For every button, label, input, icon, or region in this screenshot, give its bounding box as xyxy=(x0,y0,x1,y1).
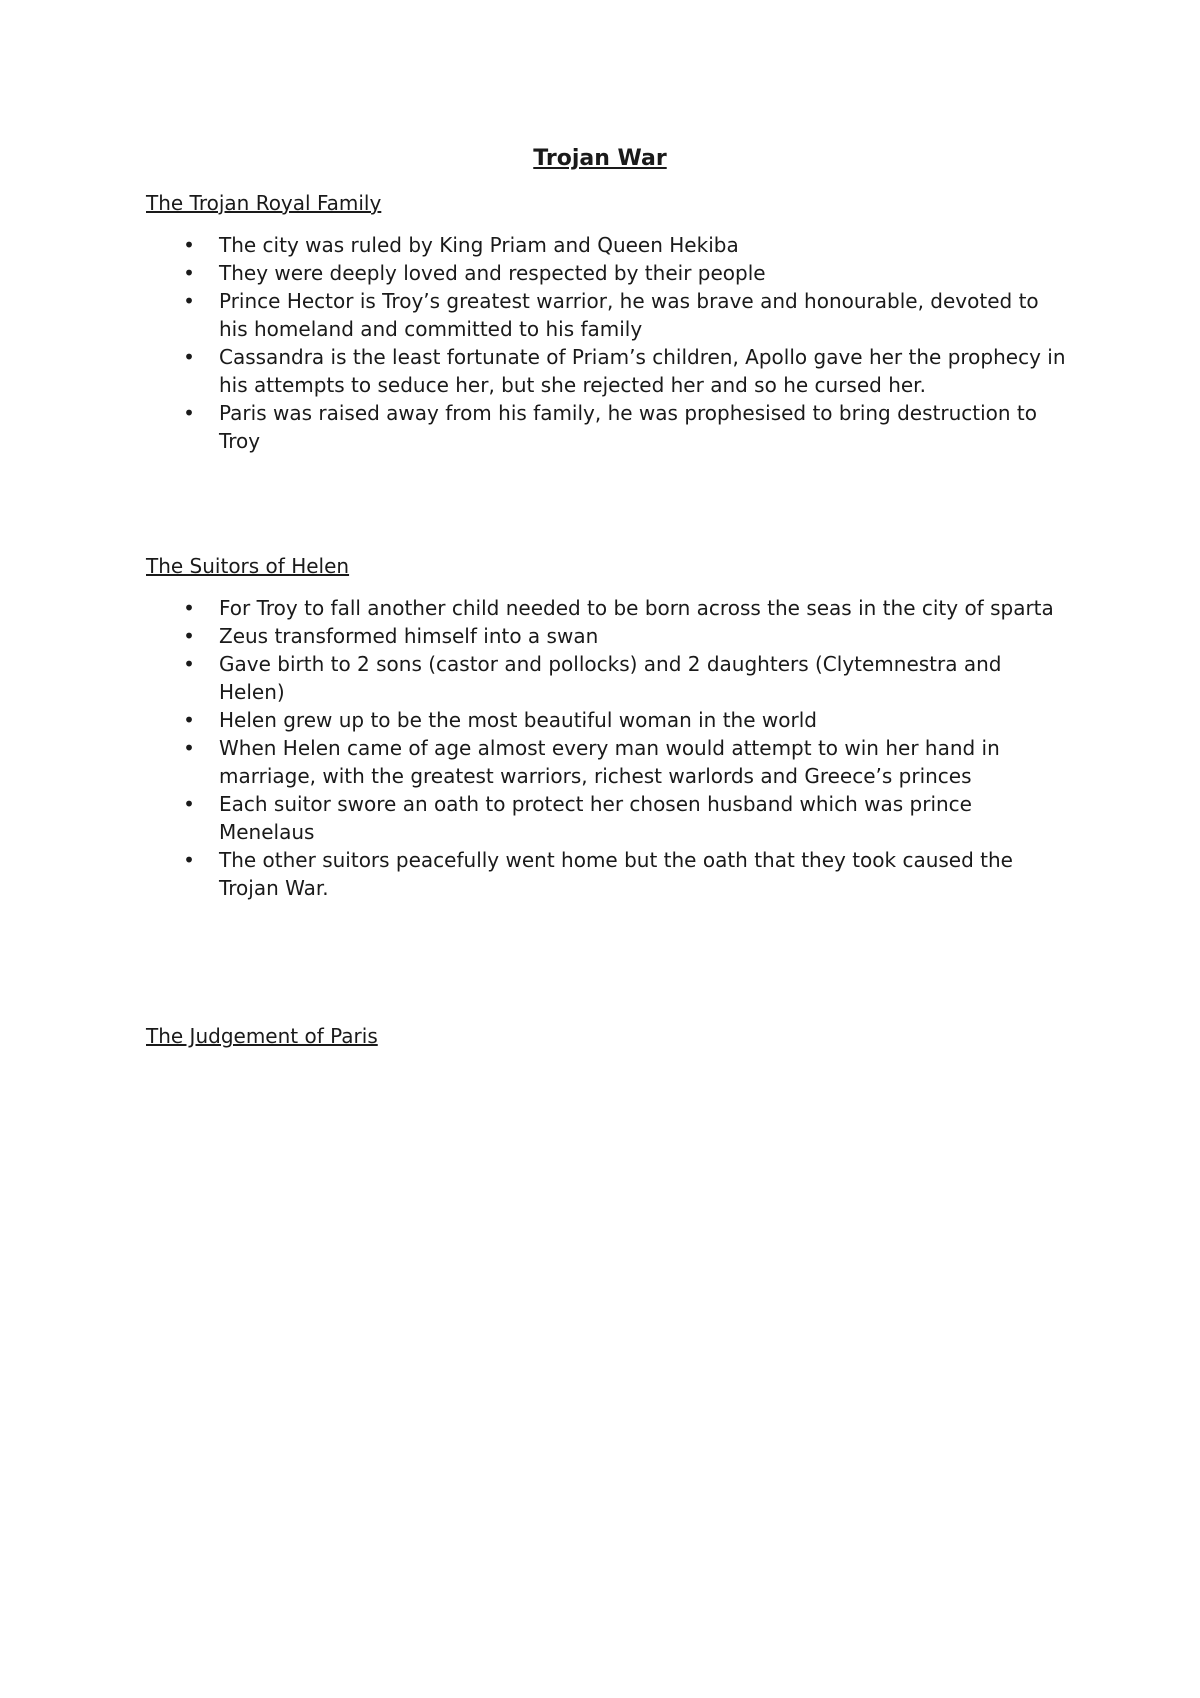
section-heading: The Judgement of Paris xyxy=(146,1024,378,1048)
list-item xyxy=(146,734,1066,790)
list-item-text: The other suitors peacefully went home but the oath that they took caused the Trojan War. xyxy=(219,848,1013,900)
list-item-text: Paris was raised away from his family, he was prophesised to bring destruction to Troy xyxy=(219,401,1038,453)
list-item-text: Zeus transformed himself into a swan xyxy=(219,624,599,648)
bullet-icon: • xyxy=(183,708,195,732)
bullet-list xyxy=(146,594,1066,902)
bullet-icon: • xyxy=(183,624,195,648)
list-item xyxy=(146,343,1066,399)
section-heading: The Trojan Royal Family xyxy=(146,191,382,215)
list-item xyxy=(146,231,1066,259)
list-item-text: Cassandra is the least fortunate of Priam’s children, Apollo gave her the prophecy in his attempts to seduce her, but she rejected her and so he cursed her. xyxy=(219,345,1066,397)
section-suitors-of-helen xyxy=(146,552,1066,902)
bullet-icon: • xyxy=(183,401,195,425)
list-item-text: For Troy to fall another child needed to be born across the seas in the city of sparta xyxy=(219,596,1054,620)
bullet-icon: • xyxy=(183,792,195,816)
section-heading: The Suitors of Helen xyxy=(146,554,350,578)
bullet-icon: • xyxy=(183,261,195,285)
list-item xyxy=(146,846,1066,902)
list-item xyxy=(146,650,1066,706)
bullet-list xyxy=(146,231,1066,455)
list-item xyxy=(146,790,1066,846)
list-item-text: Each suitor swore an oath to protect her chosen husband which was prince Menelaus xyxy=(219,792,972,844)
document-title: Trojan War xyxy=(533,146,667,171)
list-item-text: The city was ruled by King Priam and Queen Hekiba xyxy=(219,233,739,257)
bullet-icon: • xyxy=(183,736,195,760)
list-item-text: When Helen came of age almost every man would attempt to win her hand in marriage, with the greatest warriors, richest warlords and Greece’s princes xyxy=(219,736,1000,788)
bullet-icon: • xyxy=(183,596,195,620)
list-item xyxy=(146,706,1066,734)
bullet-icon: • xyxy=(183,345,195,369)
list-item xyxy=(146,594,1066,622)
section-judgement-of-paris xyxy=(146,1022,1066,1050)
list-item xyxy=(146,287,1066,343)
list-item-text: Gave birth to 2 sons (castor and pollocks) and 2 daughters (Clytemnestra and Helen) xyxy=(219,652,1002,704)
bullet-icon: • xyxy=(183,233,195,257)
section-trojan-royal-family xyxy=(146,189,1066,455)
list-item-text: Helen grew up to be the most beautiful woman in the world xyxy=(219,708,817,732)
bullet-icon: • xyxy=(183,652,195,676)
bullet-icon: • xyxy=(183,848,195,872)
bullet-icon: • xyxy=(183,289,195,313)
list-item-text: Prince Hector is Troy’s greatest warrior, he was brave and honourable, devoted to his homeland and committed to his family xyxy=(219,289,1039,341)
list-item xyxy=(146,399,1066,455)
list-item-text: They were deeply loved and respected by their people xyxy=(219,261,766,285)
list-item xyxy=(146,622,1066,650)
list-item xyxy=(146,259,1066,287)
